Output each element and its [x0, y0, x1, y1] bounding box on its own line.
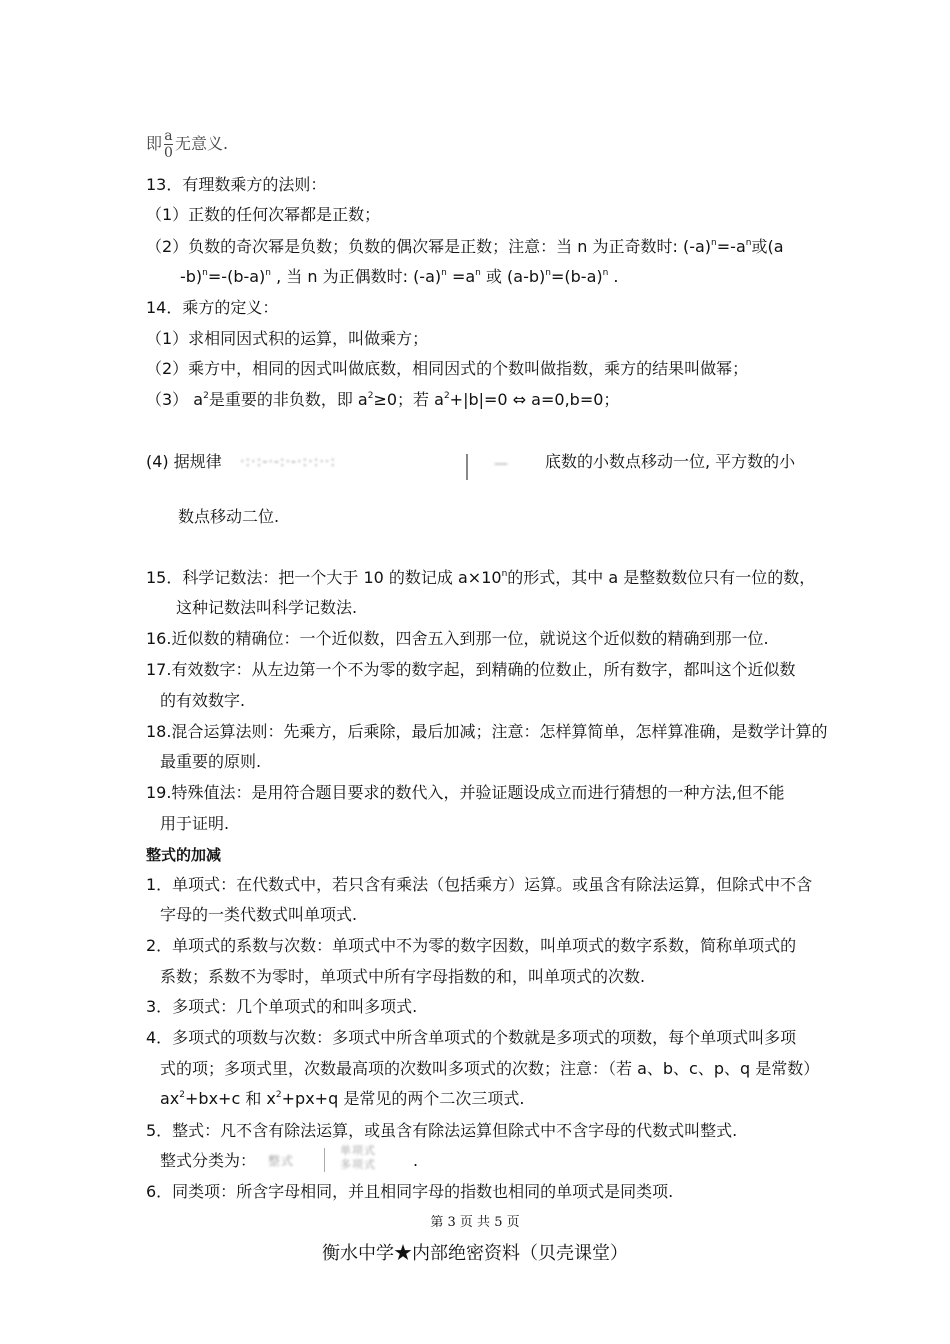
page-number: 第 3 页 共 5 页 — [430, 1215, 520, 1230]
p3: 3．多项式：几个单项式的和叫多项式. — [146, 997, 418, 1016]
intro-prefix: 即 — [146, 134, 163, 153]
sup: 2 — [179, 1090, 186, 1100]
s13-title: 13．有理数乘方的法则： — [146, 175, 327, 194]
text: 的形式，其中 a 是整数数位只有一位的数， — [507, 568, 816, 587]
s19-line2: 用于证明. — [160, 814, 230, 833]
text: =a — [446, 267, 476, 286]
text: ax — [160, 1089, 180, 1108]
p5-line1: 5．整式：凡不含有除法运算，或虽含有除法运算但除式中不含字母的代数式叫整式. — [146, 1121, 738, 1140]
intro-suffix: 无意义. — [174, 134, 229, 153]
s15-line1 — [146, 567, 815, 589]
sup: n — [745, 238, 752, 248]
text: 15．科学记数法：把一个大于 10 的数记成 a×10 — [146, 568, 502, 587]
s13-item2-line2 — [180, 266, 619, 288]
sup: 2 — [367, 391, 374, 401]
s13-item1: （1）正数的任何次幂都是正数； — [146, 205, 381, 224]
text: =(b-a) — [551, 267, 603, 286]
s14-item4-label: (4) 据规律 — [146, 452, 222, 471]
s18-line1: 18.混合运算法则：先乘方，后乘除，最后加减；注意：怎样算简单，怎样算准确，是数学计算的 — [146, 722, 828, 741]
text: =-a — [716, 237, 746, 256]
footer-school: 衡水中学★内部绝密资料（贝壳课堂） — [322, 1243, 628, 1264]
p1-line2: 字母的一类代数式叫单项式. — [160, 905, 358, 924]
sup: n — [475, 268, 481, 278]
tree-branch-2: 多项式 — [340, 1158, 376, 1171]
s17-line1: 17.有效数字：从左边第一个不为零的数字起，到精确的位数止，所有数字，都叫这个近似数 — [146, 660, 796, 679]
p2-line1: 2．单项式的系数与次数：单项式中不为零的数字因数，叫单项式的数字系数，简称单项式的 — [146, 936, 797, 955]
text: 是重要的非负数，即 a — [208, 390, 368, 409]
sup: 2 — [443, 391, 450, 401]
tree-brace — [324, 1148, 325, 1172]
text: （2）负数的奇次幂是负数；负数的偶次幂是正数；注意：当 n 为正奇数时: (-a) — [146, 237, 712, 256]
sup: n — [501, 569, 508, 579]
sup: n — [602, 268, 609, 278]
text: -b) — [180, 267, 203, 286]
text: , 当 n 为正偶数时: (-a) — [271, 267, 442, 286]
sup: n — [265, 268, 272, 278]
text: . — [608, 267, 619, 286]
s18-line2: 最重要的原则. — [160, 752, 262, 771]
frac-denominator: 0 — [164, 145, 173, 161]
p2-line2: 系数；系数不为零时，单项式中所有字母指数的和，叫单项式的次数. — [160, 967, 646, 986]
p5-line2: 整式分类为： — [160, 1151, 257, 1170]
s16: 16.近似数的精确位：一个近似数，四舍五入到那一位，就说这个近似数的精确到那一位. — [146, 629, 769, 648]
tree-dot: . — [413, 1151, 419, 1170]
text: ≥0；若 a — [373, 390, 444, 409]
text: 或(a — [751, 237, 784, 256]
s17-line2: 的有效数字. — [160, 691, 246, 710]
text: +bx+c 和 x — [185, 1089, 276, 1108]
sup: 2 — [203, 391, 209, 401]
text: +px+q 是常见的两个二次三项式. — [281, 1089, 525, 1108]
s19-line1: 19.特殊值法：是用符合题目要求的数代入，并验证题设成立而进行猜想的一种方法,但不能 — [146, 783, 785, 802]
s13-item2-line1 — [146, 236, 784, 258]
s14-item4-cont: 数点移动二位. — [178, 507, 280, 526]
s14-item1: （1）求相同因式积的运算，叫做乘方； — [146, 329, 429, 348]
p1-line1: 1．单项式：在代数式中，若只含有乘法（包括乘方）运算。或虽含有除法运算，但除式中不含 — [146, 875, 813, 894]
s14-item2: （2）乘方中，相同的因式叫做底数，相同因式的个数叫做指数，乘方的结果叫做幂； — [146, 359, 749, 378]
sup: n — [202, 268, 208, 278]
fraction-a-over-0 — [164, 128, 173, 161]
section-heading: 整式的加减 — [146, 846, 222, 864]
p6: 6．同类项：所含字母相同，并且相同字母的指数也相同的单项式是同类项. — [146, 1182, 674, 1201]
blurred-formula-image: ·:·:-·-:·-·:·:··: — [240, 454, 337, 470]
tree-branch-1: 单项式 — [340, 1144, 376, 1157]
sup: n — [441, 268, 447, 278]
p4-line3 — [160, 1088, 524, 1110]
p4-line2: 式的项；多项式里，次数最高项的次数叫多项式的次数；注意：（若 a、b、c、p、q 是常数） — [160, 1059, 820, 1078]
sup: n — [545, 268, 551, 278]
blurred-formula-bar: — — [494, 456, 509, 472]
tree-root: 整式 — [268, 1154, 295, 1168]
text: +|b|=0 ⇔ a=0,b=0； — [449, 390, 620, 409]
p4-line1: 4．多项式的项数与次数：多项式中所含单项式的个数就是多项式的项数，每个单项式叫多项 — [146, 1028, 797, 1047]
intro-line — [146, 124, 228, 164]
sup: n — [711, 238, 717, 248]
s15-line2: 这种记数法叫科学记数法. — [176, 598, 358, 617]
formula-divider — [466, 454, 468, 480]
s14-title: 14．乘方的定义： — [146, 298, 279, 317]
s14-item3 — [146, 389, 619, 411]
s14-item4-rest: 底数的小数点移动一位, 平方数的小 — [545, 452, 796, 471]
text: 或 (a-b) — [480, 267, 546, 286]
sup: 2 — [275, 1090, 282, 1100]
text: =-(b-a) — [207, 267, 266, 286]
frac-numerator: a — [164, 128, 173, 144]
text: （3） a — [146, 390, 204, 409]
